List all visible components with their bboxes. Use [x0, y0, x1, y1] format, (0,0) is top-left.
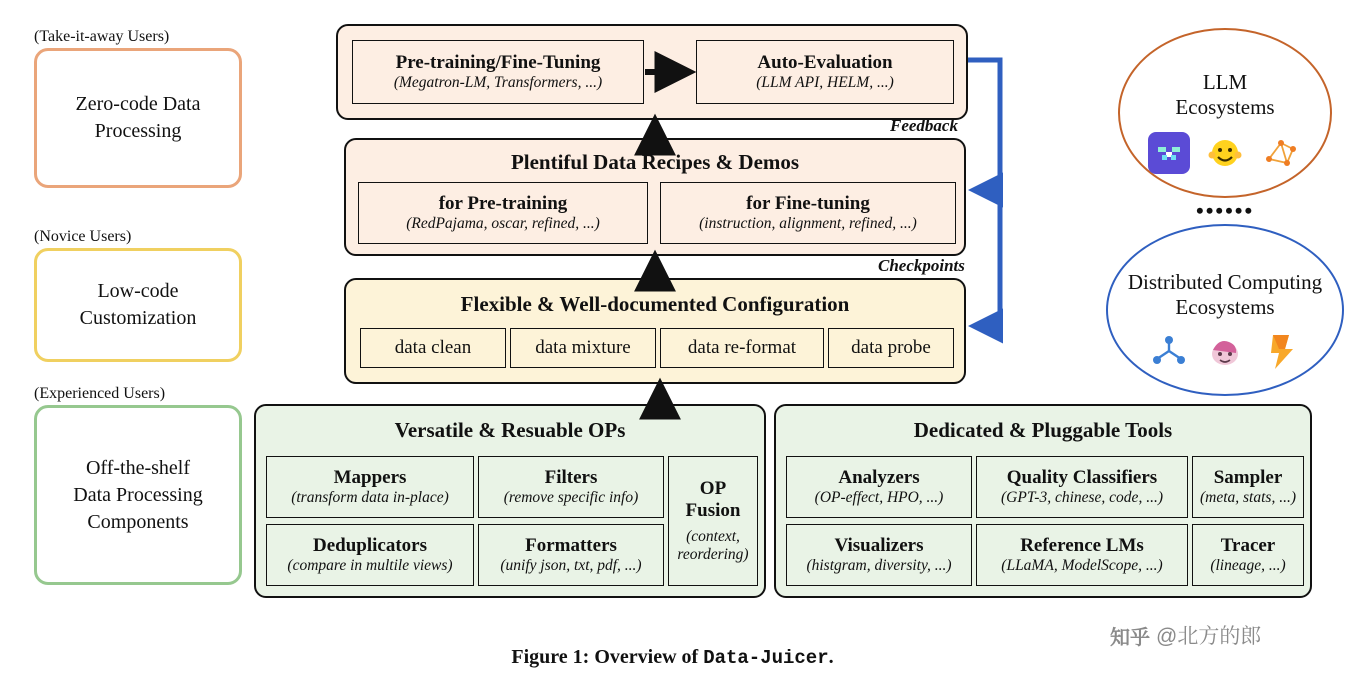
tools-quality-classifiers-box[interactable]: Quality Classifiers (GPT-3, chinese, code, ...): [976, 456, 1188, 518]
user-box-zero-code: [34, 48, 242, 188]
distributed-ecosystems-title: Distributed Computing Ecosystems: [1127, 270, 1323, 320]
llm-logo-row: [1148, 132, 1302, 174]
checkpoints-label: Checkpoints: [878, 256, 965, 275]
tools-sampler-box[interactable]: Sampler (meta, stats, ...): [1192, 456, 1304, 518]
kubernetes-icon: [1148, 330, 1190, 372]
llm-ecosystems-ellipse: [1118, 28, 1332, 198]
feedback-label: Feedback: [890, 116, 958, 135]
ray-icon: [1204, 330, 1246, 372]
figure-caption: Figure 1: Overview of Data-Juicer.: [511, 646, 834, 669]
config-item-data-clean[interactable]: data clean: [360, 328, 506, 368]
ops-panel-title: Versatile & Resuable OPs: [394, 418, 626, 442]
config-panel-title: Flexible & Well-documented Configuration: [460, 292, 850, 316]
user-tag-take-it-away: (Take-it-away Users): [34, 28, 170, 45]
llm-ecosystems-title: LLM Ecosystems: [1175, 70, 1275, 120]
tools-panel: [774, 404, 1312, 598]
ops-formatters-box[interactable]: Formatters (unify json, txt, pdf, ...): [478, 524, 664, 586]
top-panel: [336, 24, 968, 120]
tools-reference-lms-box[interactable]: Reference LMs (LLaMA, ModelScope, ...): [976, 524, 1188, 586]
huggingface-icon: [1204, 132, 1246, 174]
modelscope-icon: [1148, 132, 1190, 174]
config-item-data-mixture[interactable]: data mixture: [510, 328, 656, 368]
tools-tracer-box[interactable]: Tracer (lineage, ...): [1192, 524, 1304, 586]
recipes-pretraining-box[interactable]: for Pre-training (RedPajama, oscar, refined, ...): [358, 182, 648, 244]
config-item-data-re-format[interactable]: data re-format: [660, 328, 824, 368]
distributed-logo-row: [1148, 330, 1302, 372]
config-panel: [344, 278, 966, 384]
pretraining-finetuning-box[interactable]: Pre-training/Fine-Tuning (Megatron-LM, Transformers, ...): [352, 40, 644, 104]
user-box-off-the-shelf-label: Off-the-shelf Data Processing Components: [73, 456, 203, 533]
recipes-panel-title: Plentiful Data Recipes & Demos: [510, 150, 800, 174]
ecosystems-middle-dots: ••••••: [1196, 198, 1255, 223]
user-box-low-code: [34, 248, 242, 362]
zhihu-logo: 知乎: [1110, 626, 1150, 649]
watermark: [1110, 620, 1261, 650]
distributed-ecosystems-ellipse: [1106, 224, 1344, 396]
ops-op-fusion-box[interactable]: OP Fusion (context, reordering): [668, 456, 758, 586]
beam-icon: [1260, 330, 1302, 372]
ops-mappers-box[interactable]: Mappers (transform data in-place): [266, 456, 474, 518]
user-box-zero-code-label: Zero-code Data Processing: [75, 93, 201, 142]
ops-deduplicators-box[interactable]: Deduplicators (compare in multile views): [266, 524, 474, 586]
langchain-icon: [1260, 132, 1302, 174]
ops-filters-box[interactable]: Filters (remove specific info): [478, 456, 664, 518]
user-tag-novice: (Novice Users): [34, 228, 132, 245]
ops-panel: [254, 404, 766, 598]
user-tag-experienced: (Experienced Users): [34, 385, 166, 402]
user-box-low-code-label: Low-code Customization: [79, 280, 197, 329]
tools-analyzers-box[interactable]: Analyzers (OP-effect, HPO, ...): [786, 456, 972, 518]
tools-visualizers-box[interactable]: Visualizers (histgram, diversity, ...): [786, 524, 972, 586]
watermark-text: @北方的郎: [1156, 625, 1262, 648]
recipes-panel: [344, 138, 966, 256]
auto-evaluation-box[interactable]: Auto-Evaluation (LLM API, HELM, ...): [696, 40, 954, 104]
config-item-data-probe[interactable]: data probe: [828, 328, 954, 368]
user-box-off-the-shelf: [34, 405, 242, 585]
recipes-finetuning-box[interactable]: for Fine-tuning (instruction, alignment, refined, ...): [660, 182, 956, 244]
tools-panel-title: Dedicated & Pluggable Tools: [913, 418, 1173, 442]
